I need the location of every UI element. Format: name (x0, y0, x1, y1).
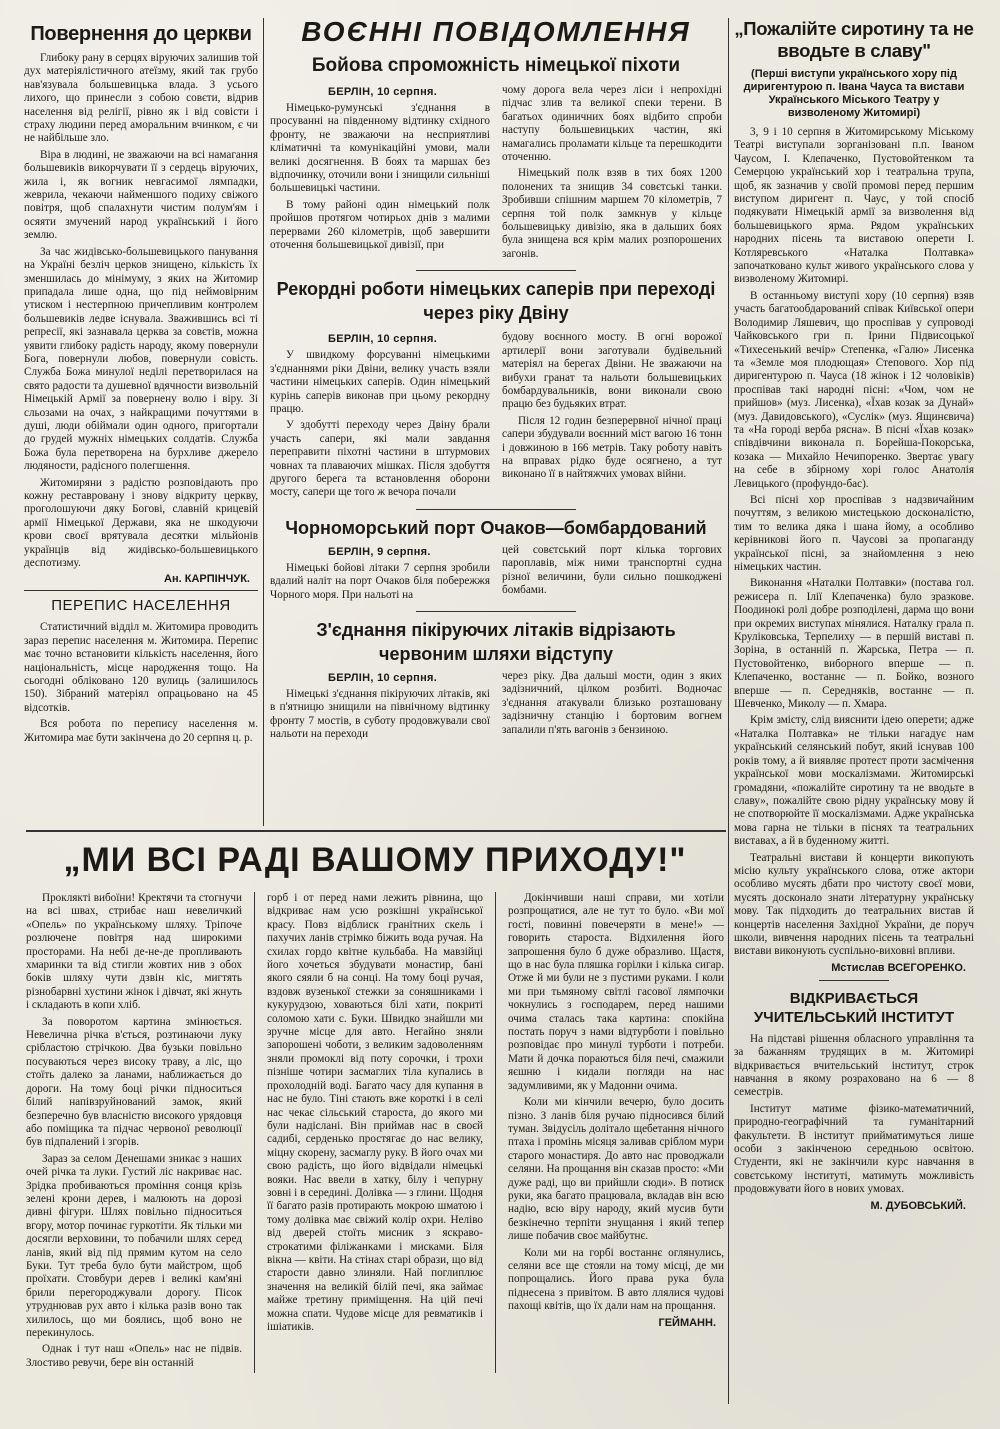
article-body-ochakov (270, 544, 722, 605)
dateline: БЕРЛІН, 10 серпня. (328, 333, 438, 346)
article-body-church (24, 52, 258, 570)
feature-body (26, 892, 724, 1373)
paragraph: Всі пісні хор проспівав з надзвичайним почуттям, з великою мистецькою досконалістю, тим то велика дяка і шана йому, а особливо керівникові його п. Чаусові за пропаганду української пісні, за знайомлення з нею німецьких частин. (734, 493, 974, 573)
dateline: БЕРЛІН, 10 серпня. (328, 671, 438, 684)
paragraph: В останньому виступі хору (10 серпня) взяв участь багатообдарований співак Київської опери Володимир Ляшевич, що проспівав у супроводі Чайковського гри п. Ірини Підвисоцької «Тихесенький вечір» Степенка, «Галю» Лисенка та «Земле моя плодющая» Степового. Хор під диригентурою п. Чауса (18 жінок і 12 чоловіків) проспівав такі народні пісні: «Чом, чом не прийшов» (муз. Лисенка), «Їхав козак за Дунай» (муз. Давидовського), «Суслік» (муз. Ящинєвича) та «На городі верба рясна». В пісні «Їхав козак» співдівчини виконала п. Борейша-Покорська, козака — Михайло Нечипоренко. Звертає увагу на себе в збірному хорі голос Анатолія Левицького (профундо-бас). (734, 289, 974, 490)
paragraph: Театральні вистави й концерти викопують місію культу українського слова, отже актори особливо мусять дбати про чистоту своєї мови, мусять досконало знати літературну українську мову. Так підходить до театральних вистав й концертів населення Західної України, де поруч школи, вивчення народних пісень та театральні вистави виконують суспільно-виховні впливи. (734, 851, 974, 958)
signature-vsehorenko: Мстислав ВСЕГОРЕНКО. (831, 961, 966, 974)
paragraph: Глибоку рану в серцях віруючих залишив той дух матеріялістичного атеїзму, який так грубо нав'язувала большевицька влада. З усього лихого, що принесли з собою совєти, відрив населення від релігії, рівно як і від совісти і страху людини перед аморальним вчинком, є чи не найбільше зло. (24, 52, 258, 145)
paragraph: У здобутті переходу через Двіну брали участь сапери, які мали завдання переправити піхотні частини в штурмових човнах та плаваючих мішках. Після здобуття другого берега та встановлення оборони мосту, сапери ще того ж вечора почали (270, 419, 490, 499)
dateline: БЕРЛІН, 10 серпня. (328, 86, 438, 98)
divider (416, 270, 576, 271)
divider (819, 980, 889, 981)
divider (416, 509, 576, 510)
signature-heimann: ГЕЙМАНН. (658, 1316, 716, 1329)
article-title-dive-bombers: З'єднання пікіруючих літаків відрізають червоним шляхи відступу (316, 619, 676, 664)
divider (416, 611, 576, 612)
paragraph: чому дорога вела через ліси і непрохідні підчас злив та великої спеки терени. В багатьох одиничних боях відбито спроби наступу большевицьких частин, які намагались проламати кільце та перешкодити оточенню. (502, 84, 722, 164)
divider (24, 590, 258, 591)
article-title-census: ПЕРЕПИС НАСЕЛЕННЯ (51, 597, 231, 615)
paragraph: Статистичний відділ м. Житомира проводить зараз перепис населення м. Житомира. Перепис має точно встановити кількість населення, його національність, місце народження тощо. На сьогодні обліковано 120 вулиць (залишилось 150). Зібраний матеріял опрацьовано на 45 відсотків. (24, 621, 258, 714)
bottom-feature (26, 838, 724, 1373)
paragraph: Віра в людині, не зважаючи на всі намагання большевиків викорчувати її з сердець віруючих, жила і, як вогник невгасимої лямпадки, жеврила, чекаючи найменшого подиху свіжого повітря, щоб спалахнути чистим полум'ям і осяяти змучений народ український і його землю. (24, 148, 258, 242)
paragraph: горб і от перед нами лежить рівнина, що відкриває нам усю розкішні української красу. Повз відблиск гранітних скель і пахучих ланів стрімко біжить вода ручая. На схилах гордо квітне кульбаба. На мавзійці його хочеться збудувати монастир, бані якого сяяли б на сонці. На тому боці ручая, вздовж вузенької стежки за соняшниками і кукурудзою, ховаються білі хати, покриті соломою хати с. Буки. Швидко знайшли ми зручне місце для авто. Негайно зняли запорошені чоботи, з великим задоволенням зняли промоклі від поту сорочки, і трохи пізніше чотири засмаглих тіла купались в прохолодній воді. Багато часу для купання в нас не було. Тіні стають вже короткі і в селі нас чекає сільський староста, до якого ми були надіслані. Він приймав нас в своєй садибі, серденько простягає до нас велику, міцну скорену, засмаглу руку. В його очах ми свою радість, що його відвідали німецькі вояки. Нас ввели в хатку, білу і чепурну зовні і в середині. Долівка — з глини. Щодня її багато разів протирають мокрою шматою і тому долівка має свіжий колір охри. Неліво від дверей стоїть мисник з яскраво-строкатими філіжанками і мисками. Біля вікна — квіти. На стінах старі образи, що від старости давно злиняли. Най поглиплює значення на великій білій печі, яка займає майже третину приміщення. На цій печі можна спати. Чудове місце для ревматиків і ішіатиків. (267, 892, 483, 1333)
column-divider (495, 892, 496, 1373)
section-divider (26, 830, 726, 832)
paragraph: Проклякті вибоїни! Кректячи та стогнучи на всі швах, стрибає наш невеличкий «Опель» по українському шляху. Тріпоче розлючене повітря над широкими просторами. На небі де-не-де пропливають хмаринки та від стигли жовтих нив з обох боків шляху чути дзвін кіс, мигтять різнобарвні хустини жінок і дівчат, які жнуть і складають в копи хліб. (26, 892, 242, 1012)
article-body-institute (734, 1033, 974, 1197)
paragraph: будову воєнного мосту. В огні ворожої артилерії вони заготували будівельний матеріял на берегах Двіни. Не зважаючи на вибухи гранат та нальоти большевицьких бомбардувальників, вони виконали свою працю без будьяких втрат. (502, 331, 722, 411)
paragraph: В тому районі один німецький полк пройшов протягом чотирьох днів з малими перервами 260 кілометрів, щоб завершити оточення большевицької дивізії, при (270, 198, 490, 252)
paragraph: цей совєтський порт кілька торгових пароплавів, між ними транспортні судна різної величини, були сильно пошкоджені бомбами. (502, 543, 722, 596)
paragraph: Німецько-румунські з'єднання в просуванні на південному відтинку східного фронту, не зважаючи на несприятливі кліматичні та комунікаційні умови, мали великі досягнення. В боях та маршах без відпочинку, оточили вони і знищили сильніші большевицькі частини. (270, 102, 490, 195)
paragraph: У швидкому форсуванні німецькими з'єднаннями ріки Двіни, велику участь взяли частини німецьких саперів. Один німецький курінь саперів виконав при цьому рекордну працю. (270, 349, 490, 415)
paragraph: Інститут матиме фізико-математичний, природно-географічний та гуманітарний факультети. В інститут прийматимуться лише особи з закінченою середньою освітою. Студенти, які не закінчили курс навчання в совєтському інституті, матимуть можливість продовжувати його в нових умовах. (734, 1102, 974, 1196)
paragraph: Після 12 годин безперервної нічної праці сапери збудували воєнний міст вагою 16 тонн і довжиною в 166 метрів. Таку роботу навіть на вправах рідко буде осягнено, а тут виконано її в найтяжчих умовах війни. (502, 414, 722, 481)
article-body-sappers (270, 331, 722, 502)
column-divider (263, 18, 264, 826)
column-divider (254, 892, 255, 1373)
paragraph: Німецькі з'єднання пікіруючих літаків, які в п'ятницю знищили на північному відтинку фронту 7 мостів, в суботу продовжували свої нальоти на переходи (270, 687, 490, 741)
paragraph: За час жидівсько-большевицького панування на Україні безліч церков знищено, кількість їх зменшилась до мінімуму, з яких на Житомир припадала лише одна, що під неймовірним утиском і нестерпною причепливим контролем большевиків ледве існувала. Зважившись всі ті репресії, які зазнавала церква за совєтів, можна уявити глибоку радість народу, якому повернули Бога, повернули любов, повернули совість. Служба Божа минулої неділі перетворилася на свято радости та душевної вдячности визвольній Німецькій Армії за повернену волю і віру. Зі сльозами на очах, з найкращими почуттями в душі, люди обіймали один одного, пригортали до грудей мужніх німецьких солдатів. Служба Божа була перетворена на бурхливе джерело людяности, радісного полегшення. (24, 245, 258, 473)
article-title-church: Повернення до церкви (30, 23, 252, 45)
paragraph: Докінчивши наші справи, ми хотіли розпрощатися, але не тут то було. «Ви мої гості, повинні повечеряти в мене!» — говорить староста. Відхилення його запрошення було б дуже образливо. Щастя, що в нас була пляшка горілки і кілька сигар. Отже й ми були не з пустими руками. І коли ми при тьмяному світлі гасової лямпочки чокнулись з господарем, перед нашими очима сталась така картина: спокійна постать поруч з нами відтурботи і повільно розповідає про минулі турботи і потреби. Мати й дочка пораються біля печі, смажили яєшню і кидали погляди на нас задумливими, як у Мадонни очима. (508, 892, 724, 1092)
paragraph: На підставі рішення обласного управління та за бажанням трудящих в м. Житомирі відкривається вчительський інститут, строк навчання в якому розраховано на 6 — 8 семестрів. (734, 1032, 974, 1099)
feature-column-2 (267, 892, 483, 1373)
left-column (24, 22, 258, 748)
section-header-war-news: ВОЄННІ ПОВІДОМЛЕННЯ (301, 16, 691, 47)
column-divider (728, 18, 729, 1404)
paragraph: через ріку. Два дальші мости, один з яких задізничний, цілком розбиті. Водночас з'єднання атакували близько розташовану задізничну станцію і бортовим вогнем запалили п'ять вагонів з бензиною. (502, 669, 722, 736)
paragraph: Вся робота по перепису населення м. Житомира має бути закінчена до 20 серпня ц. р. (24, 718, 258, 744)
article-body-dive-bombers (270, 670, 722, 745)
article-body-infantry (270, 84, 722, 264)
dateline: БЕРЛІН, 9 серпня. (328, 545, 431, 558)
article-body-census (24, 621, 258, 745)
feature-title: „МИ ВСІ РАДІ ВАШОМУ ПРИХОДУ!" (63, 841, 687, 879)
paragraph: Зараз за селом Денешами зникає з наших очей річка та луки. Густий ліс накриває нас. Зрідка пробиваються проміння сонця крізь зелені крони дерев, і малюють на дорозі дивні фігури. Шлях повільно підноситься вгору, мотор починає гуркотіти. Як тільки ми досягли верховини, то побачили шлях серед ланів, який від під прямим кутом на село Буки. Тут треба було бути майстром, щоб проїхати. Стовбури дерев і великі кам'яні брили перегороджували дорогу. Пісок утруднював рух авто і кілька разів воно так хилилось, що ми боялись, щоб воно не перекинулось. (26, 1152, 242, 1339)
paragraph: Житомиряни з радістю розповідають про кожну реставровану і знову відкриту церкву, проголошуючи дяку Богові, славній крицевій армії Німецької Держави, яка не шкодуючи крови своєї врятувала десятки мільйонів українців від жидівсько-большевицького деспотизму. (24, 476, 258, 570)
paragraph: Виконання «Наталки Полтавки» (постава гол. режисера п. Ілії Клепаченка) було зразкове. Поодинокі ролі добре розподілені, дарма що вони при окремих виступах мінялися. Наталку грала п. Круліковська, Терпелиху — в першій виставі п. Зоріна, в останній п. Жарська, Петра — п. Пустовойтенко, виборного вперше — п. Клепаченко, востаннє — п. Бойко, возного вперше — п. Середняків, востаннє — п. Шевченко, Миколу — п. Хмара. (734, 577, 974, 711)
article-title-sappers: Рекордні роботи німецьких саперів при переході через ріку Двіну (276, 279, 716, 324)
paragraph: Крім змісту, слід вияснити ідею оперети; адже «Наталка Полтавка» не тільки нагадує нам український селянський побут, який існував 100 років тому, а й виявляє протест проти засмічення української мови москалізмами. Житомирські громадяни, «пожалійте сиротину та не вводьте в славу», пожалійте свою рідну українську мову й не спотворюйте її москалізмами. Адже українська мова гарна не тільки в піснях та театральних виставах, а й в буденному житті. (734, 714, 974, 848)
article-body-orphan (734, 126, 974, 959)
paragraph: Коли ми на горбі востаннє оглянулись, селяни все ще стояли на тому місці, де ми попрощались. Його права рука була піднесена з привітом. В авто ллялися чудові пахощі квітів, що їх дали нам на прощання. (508, 1246, 724, 1313)
paragraph: Німецький полк взяв в тих боях 1200 полонених та знищив 34 совєтські танки. Зробивши спішним маршем 70 кілометрів, 7 серпня той полк замкнув у кільце большевицьку дивізію, яка в дальших боях була знищена вся крім малих розпорошених загонів. (502, 167, 722, 260)
paragraph: За поворотом картина змінюється. Невелична річка в'ється, розтинаючи луку срібластою стрічкою. Два бузьки повільно посуваються через високу траву, а ліс, що стоїть далеко за ланами, наближається до дороги. На тому боці річки підноситься білий напівзруйнований замок, який безперечно був власністю високого урядовця або поміщика та підчас червоної революції був підпалений і згорів. (26, 1015, 242, 1149)
article-title-infantry: Бойова спроможність німецької піхоти (311, 55, 681, 76)
article-title-orphan: „Пожалійте сиротину та не вводьте в славу" (734, 18, 974, 61)
feature-column-1 (26, 892, 242, 1373)
article-title-ochakov: Чорноморський порт Очаков—бомбардований (285, 517, 707, 538)
signature-dubovskyi: М. ДУБОВСЬКИЙ. (870, 1199, 966, 1212)
signature-karpinchuk: Ан. КАРПІНЧУК. (164, 573, 250, 586)
paragraph: 3, 9 і 10 серпня в Житомирському Міському Театрі виступали зорганізовані п.п. Іваном Чаусом, І. Клепаченко, Пустовойтенком та Семерцою український хор і театральна трупа, щоб, як зазначив у своїй промові перед першим виступом диригент п. Чаус, у той спосіб подякувати Німецькій армії за визволення від большевицького ярма. Рядом українських народних пісень та виставою оперети І. Котляревського «Наталка Полтавка» започатковано культ живого українського слова у визволеному Житомирі. (734, 126, 974, 286)
article-subtitle-orphan: (Перші виступи українського хору під диригентурою п. Івана Чауса та вистави Українського Міського Театру у визволеному Житомирі) (743, 68, 965, 119)
paragraph: Коли ми кінчили вечерю, було досить пізно. З ланів біля ручаю підносився білий туман. Звідусіль долітало щебетання нічного птаха і промінь місяця заливав сріблом мури старого монастиря. До авто нас проводжали селяни. На прощання він сказав просто: «Ми дуже раді, що ви прийшли сюди». В потиск руки, яка багато працювала, вкладав він всю надію, всю віру народу, який мусив бути безкінечно терпіти знущання і який тепер лише побачив своє майбутнє. (508, 1096, 724, 1243)
article-title-institute: ВІДКРИВАЄТЬСЯ УЧИТЕЛЬСЬКИЙ ІНСТИТУТ (753, 989, 955, 1026)
middle-column (270, 16, 722, 745)
feature-column-3 (508, 892, 724, 1373)
right-column (734, 18, 974, 1216)
paragraph: Однак і тут наш «Опель» нас не підвів. Злостиво ревучи, бере він останній (26, 1343, 242, 1369)
paragraph: Німецькі бойові літаки 7 серпня зробили вдалий наліт на порт Очаков біля побережжя Чорного моря. При нальоті на (270, 561, 490, 601)
